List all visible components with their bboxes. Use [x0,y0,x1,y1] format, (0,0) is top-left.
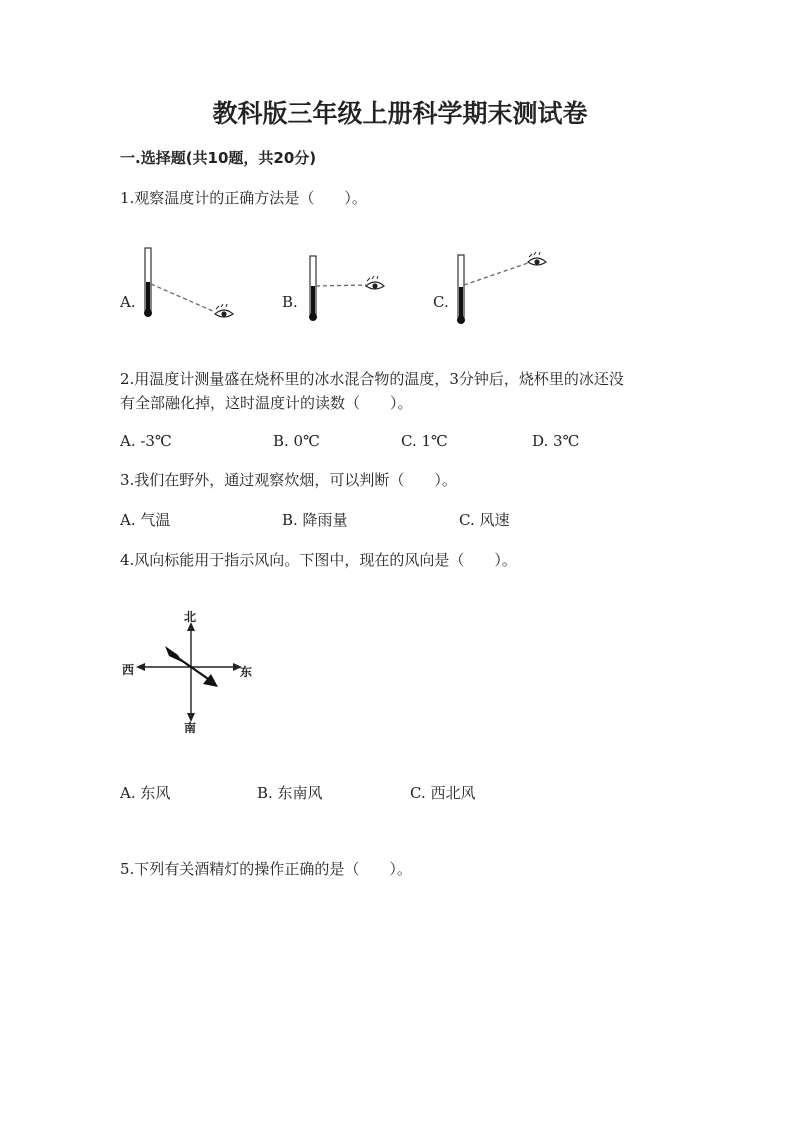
q4-option-a: A. 东风 [120,784,171,802]
sight-line [151,284,215,312]
q4-option-c: C. 西北风 [410,784,476,802]
sight-line [464,263,528,285]
question-3-stem: 3.我们在野外，通过观察炊烟，可以判断（ ）。 [120,471,457,489]
question-1-stem: 1.观察温度计的正确方法是（ ）。 [120,189,367,207]
q4-option-b: B. 东南风 [257,784,323,802]
q2-option-a: A. -3℃ [120,432,172,450]
thermometer-icon [144,248,152,317]
thermometer-icon [309,256,317,321]
west-arrowhead [136,663,145,671]
q2-option-d: D. 3℃ [532,432,580,450]
wind-vane-figure [118,608,268,738]
q1-option-b-label: B. [282,293,298,311]
compass-north-label: 北 [184,610,197,624]
page-title: 教科版三年级上册科学期末测试卷 [212,99,588,128]
q1-option-a-label: A. [120,293,136,311]
q1-option-c-figure [448,245,558,330]
compass-east-label: 东 [240,665,253,679]
question-4-stem: 4.风向标能用于指示风向。下图中，现在的风向是（ ）。 [120,551,517,569]
q3-option-c: C. 风速 [459,511,510,529]
section-heading: 一.选择题(共10题，共20分) [120,149,317,167]
q3-option-b: B. 降雨量 [282,511,348,529]
question-2-stem-line1: 2.用温度计测量盛在烧杯里的冰水混合物的温度，3分钟后，烧杯里的冰还没 [120,370,624,388]
q3-option-a: A. 气温 [120,511,171,529]
q2-option-b: B. 0℃ [273,432,320,450]
q1-option-c-label: C. [433,293,449,311]
eye-icon [215,304,233,317]
q1-option-b-figure [300,248,400,328]
compass-west-label: 西 [122,663,135,677]
q1-option-a-figure [135,240,245,330]
eye-icon [528,252,546,265]
question-2-stem-line2: 有全部融化掉，这时温度计的读数（ ）。 [120,394,413,412]
sight-line [316,285,366,286]
compass-south-label: 南 [184,721,197,735]
question-5-stem: 5.下列有关酒精灯的操作正确的是（ ）。 [120,860,412,878]
eye-icon [366,276,384,289]
thermometer-icon [457,255,465,324]
q2-option-c: C. 1℃ [401,432,448,450]
